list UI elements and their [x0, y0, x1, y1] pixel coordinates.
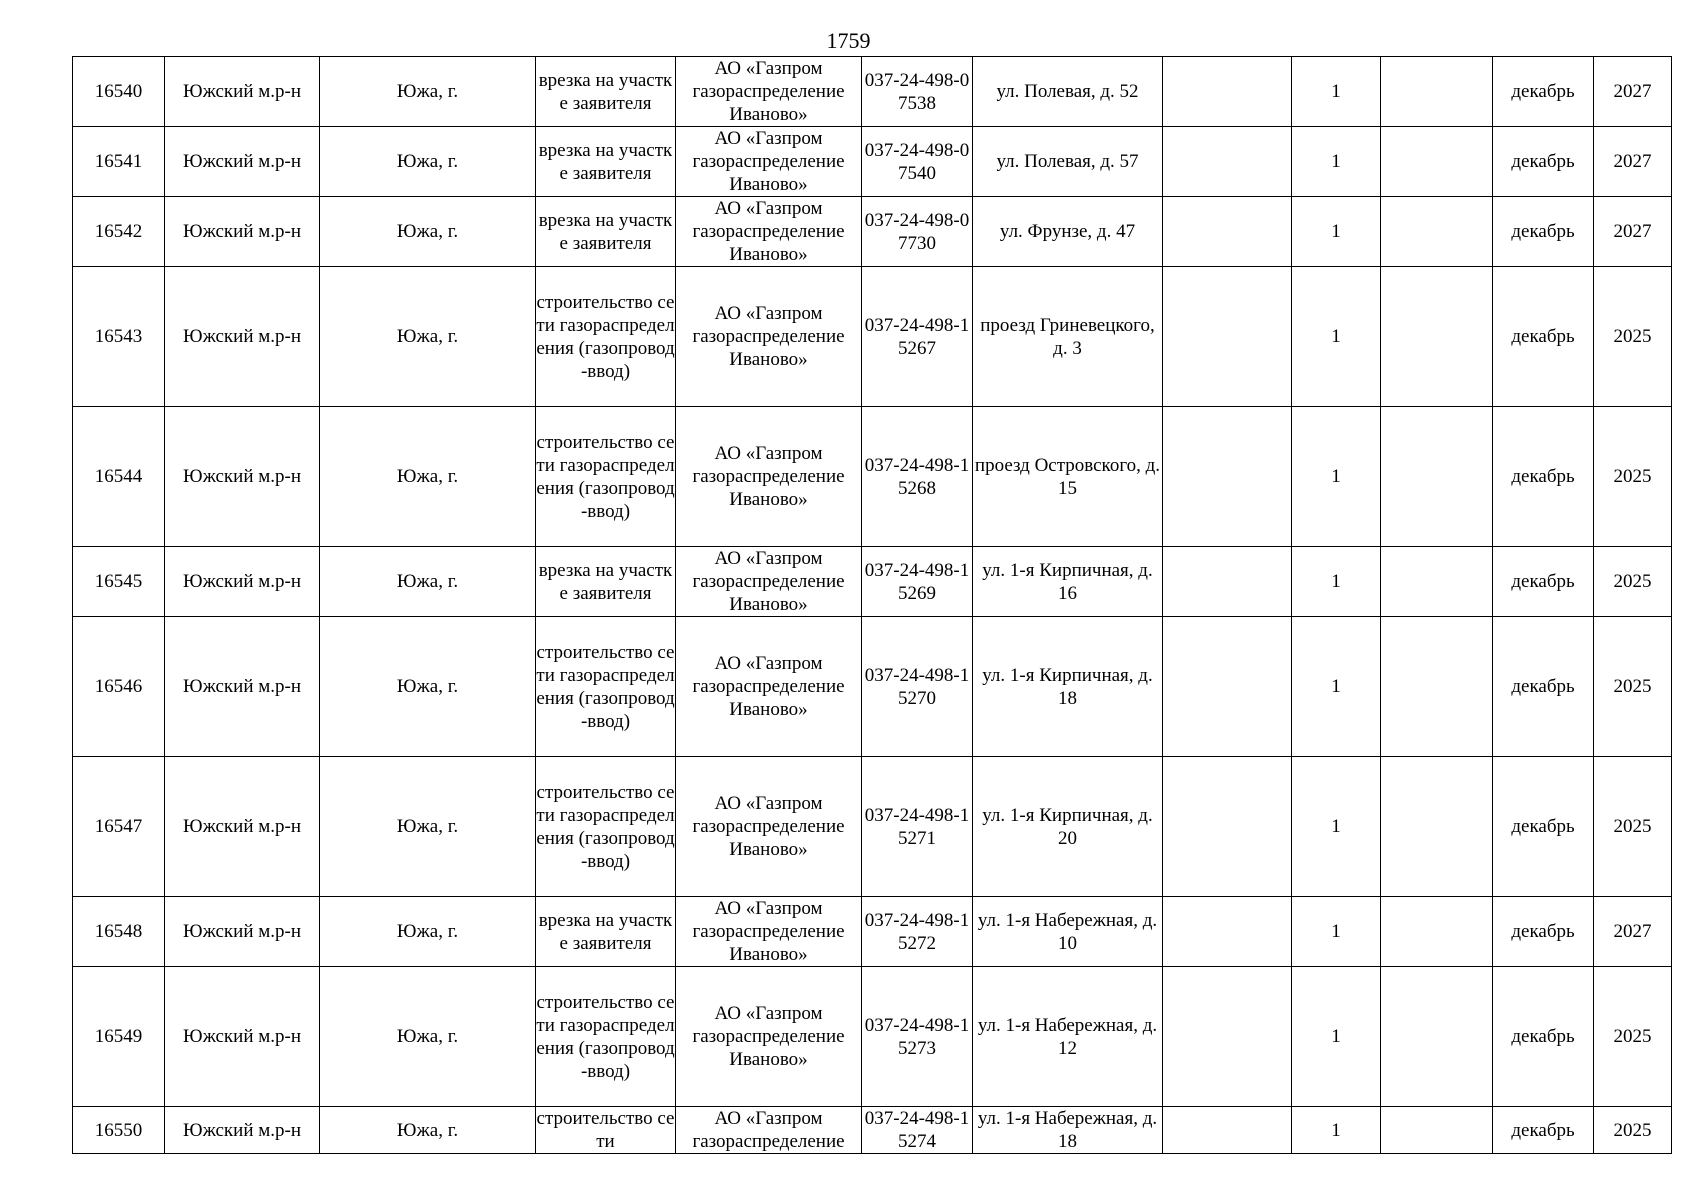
count-cell: 1 [1292, 967, 1381, 1107]
code-cell: 037-24-498-15267 [862, 267, 973, 407]
work-type-cell: строительство сети газораспределения (газопровод-ввод) [536, 757, 676, 897]
month-cell: декабрь [1493, 1107, 1594, 1154]
address-cell: ул. 1-я Набережная, д. 12 [973, 967, 1163, 1107]
count-cell: 1 [1292, 547, 1381, 617]
district-cell: Южский м.р-н [165, 617, 320, 757]
record-number-cell: 16547 [73, 757, 165, 897]
year-cell: 2025 [1594, 617, 1672, 757]
locality-cell: Южа, г. [320, 897, 536, 967]
year-cell: 2025 [1594, 267, 1672, 407]
count-cell: 1 [1292, 197, 1381, 267]
locality-cell: Южа, г. [320, 197, 536, 267]
locality-cell: Южа, г. [320, 57, 536, 127]
count-cell: 1 [1292, 757, 1381, 897]
record-number-cell: 16550 [73, 1107, 165, 1154]
record-number-cell: 16541 [73, 127, 165, 197]
year-cell: 2027 [1594, 127, 1672, 197]
month-cell: декабрь [1493, 547, 1594, 617]
locality-cell: Южа, г. [320, 547, 536, 617]
count-cell: 1 [1292, 57, 1381, 127]
empty-cell [1381, 1107, 1493, 1154]
empty-cell [1381, 407, 1493, 547]
code-cell: 037-24-498-15273 [862, 967, 973, 1107]
district-cell: Южский м.р-н [165, 967, 320, 1107]
district-cell: Южский м.р-н [165, 547, 320, 617]
month-cell: декабрь [1493, 897, 1594, 967]
locality-cell: Южа, г. [320, 757, 536, 897]
month-cell: декабрь [1493, 197, 1594, 267]
organization-cell: АО «Газпром газораспределение Иваново» [676, 197, 862, 267]
code-cell: 037-24-498-07538 [862, 57, 973, 127]
empty-cell [1381, 127, 1493, 197]
code-cell: 037-24-498-15272 [862, 897, 973, 967]
district-cell: Южский м.р-н [165, 57, 320, 127]
address-cell: ул. 1-я Кирпичная, д. 20 [973, 757, 1163, 897]
address-cell: проезд Гриневецкого, д. 3 [973, 267, 1163, 407]
year-cell: 2027 [1594, 897, 1672, 967]
month-cell: декабрь [1493, 267, 1594, 407]
organization-cell: АО «Газпром газораспределение Иваново» [676, 127, 862, 197]
work-type-cell: врезка на участке заявителя [536, 197, 676, 267]
address-cell: ул. Фрунзе, д. 47 [973, 197, 1163, 267]
code-cell: 037-24-498-07540 [862, 127, 973, 197]
empty-cell [1381, 547, 1493, 617]
record-number-cell: 16544 [73, 407, 165, 547]
empty-cell [1381, 617, 1493, 757]
locality-cell: Южа, г. [320, 1107, 536, 1154]
empty-cell [1381, 967, 1493, 1107]
district-cell: Южский м.р-н [165, 1107, 320, 1154]
table-row [73, 127, 1672, 197]
empty-cell [1381, 57, 1493, 127]
address-cell: ул. Полевая, д. 57 [973, 127, 1163, 197]
record-number-cell: 16543 [73, 267, 165, 407]
empty-cell [1163, 1107, 1292, 1154]
locality-cell: Южа, г. [320, 407, 536, 547]
locality-cell: Южа, г. [320, 267, 536, 407]
code-cell: 037-24-498-15270 [862, 617, 973, 757]
address-cell: ул. Полевая, д. 52 [973, 57, 1163, 127]
work-type-cell: врезка на участке заявителя [536, 547, 676, 617]
code-cell: 037-24-498-15268 [862, 407, 973, 547]
organization-cell: АО «Газпром газораспределение Иваново» [676, 407, 862, 547]
empty-cell [1163, 407, 1292, 547]
locality-cell: Южа, г. [320, 617, 536, 757]
address-cell: проезд Островского, д. 15 [973, 407, 1163, 547]
organization-cell: АО «Газпром газораспределение Иваново» [676, 547, 862, 617]
organization-cell: АО «Газпром газораспределение Иваново» [676, 267, 862, 407]
district-cell: Южский м.р-н [165, 897, 320, 967]
record-number-cell: 16548 [73, 897, 165, 967]
year-cell: 2025 [1594, 757, 1672, 897]
work-type-cell: врезка на участке заявителя [536, 127, 676, 197]
code-cell: 037-24-498-15274 [862, 1107, 973, 1154]
address-cell: ул. 1-я Набережная, д. 18 [973, 1107, 1163, 1154]
empty-cell [1163, 127, 1292, 197]
table-row [73, 547, 1672, 617]
count-cell: 1 [1292, 267, 1381, 407]
work-type-cell: строительство сети газораспределения (газопровод-ввод) [536, 967, 676, 1107]
record-number-cell: 16546 [73, 617, 165, 757]
work-type-cell: строительство сети газораспределения (газопровод-ввод) [536, 267, 676, 407]
address-cell: ул. 1-я Набережная, д. 10 [973, 897, 1163, 967]
table-row [73, 407, 1672, 547]
empty-cell [1381, 267, 1493, 407]
table-row [73, 1107, 1672, 1154]
organization-cell: АО «Газпром газораспределение Иваново» [676, 757, 862, 897]
empty-cell [1381, 197, 1493, 267]
page-number: 1759 [826, 28, 871, 53]
organization-cell: АО «Газпром газораспределение Иваново» [676, 897, 862, 967]
table-row [73, 57, 1672, 127]
work-type-cell: строительство сети газораспределения (газопровод-ввод) [536, 407, 676, 547]
code-cell: 037-24-498-15271 [862, 757, 973, 897]
organization-cell: АО «Газпром газораспределение [676, 1107, 862, 1154]
year-cell: 2027 [1594, 197, 1672, 267]
count-cell: 1 [1292, 617, 1381, 757]
address-cell: ул. 1-я Кирпичная, д. 16 [973, 547, 1163, 617]
empty-cell [1163, 757, 1292, 897]
table-row [73, 267, 1672, 407]
registry-table [72, 56, 1672, 1154]
empty-cell [1381, 757, 1493, 897]
work-type-cell: строительство сети газораспределения (газопровод-ввод) [536, 617, 676, 757]
month-cell: декабрь [1493, 127, 1594, 197]
count-cell: 1 [1292, 1107, 1381, 1154]
year-cell: 2025 [1594, 1107, 1672, 1154]
empty-cell [1163, 197, 1292, 267]
district-cell: Южский м.р-н [165, 267, 320, 407]
month-cell: декабрь [1493, 617, 1594, 757]
organization-cell: АО «Газпром газораспределение Иваново» [676, 57, 862, 127]
year-cell: 2025 [1594, 407, 1672, 547]
record-number-cell: 16540 [73, 57, 165, 127]
empty-cell [1381, 897, 1493, 967]
count-cell: 1 [1292, 407, 1381, 547]
month-cell: декабрь [1493, 757, 1594, 897]
table-row [73, 197, 1672, 267]
code-cell: 037-24-498-15269 [862, 547, 973, 617]
table-row [73, 897, 1672, 967]
year-cell: 2025 [1594, 547, 1672, 617]
empty-cell [1163, 897, 1292, 967]
work-type-cell: строительство сети [536, 1108, 675, 1152]
empty-cell [1163, 57, 1292, 127]
district-cell: Южский м.р-н [165, 407, 320, 547]
count-cell: 1 [1292, 127, 1381, 197]
empty-cell [1163, 967, 1292, 1107]
empty-cell [1163, 267, 1292, 407]
address-cell: ул. 1-я Кирпичная, д. 18 [973, 617, 1163, 757]
record-number-cell: 16542 [73, 197, 165, 267]
locality-cell: Южа, г. [320, 967, 536, 1107]
month-cell: декабрь [1493, 967, 1594, 1107]
district-cell: Южский м.р-н [165, 197, 320, 267]
district-cell: Южский м.р-н [165, 757, 320, 897]
count-cell: 1 [1292, 897, 1381, 967]
year-cell: 2025 [1594, 967, 1672, 1107]
organization-cell: АО «Газпром газораспределение Иваново» [676, 617, 862, 757]
empty-cell [1163, 617, 1292, 757]
code-cell: 037-24-498-07730 [862, 197, 973, 267]
month-cell: декабрь [1493, 57, 1594, 127]
year-cell: 2027 [1594, 57, 1672, 127]
month-cell: декабрь [1493, 407, 1594, 547]
locality-cell: Южа, г. [320, 127, 536, 197]
record-number-cell: 16545 [73, 547, 165, 617]
organization-cell: АО «Газпром газораспределение Иваново» [676, 967, 862, 1107]
work-type-cell: врезка на участке заявителя [536, 897, 676, 967]
record-number-cell: 16549 [73, 967, 165, 1107]
empty-cell [1163, 547, 1292, 617]
district-cell: Южский м.р-н [165, 127, 320, 197]
table-row [73, 617, 1672, 757]
table-row [73, 757, 1672, 897]
work-type-cell: врезка на участке заявителя [536, 57, 676, 127]
table-body [73, 57, 1672, 1154]
table-row [73, 967, 1672, 1107]
